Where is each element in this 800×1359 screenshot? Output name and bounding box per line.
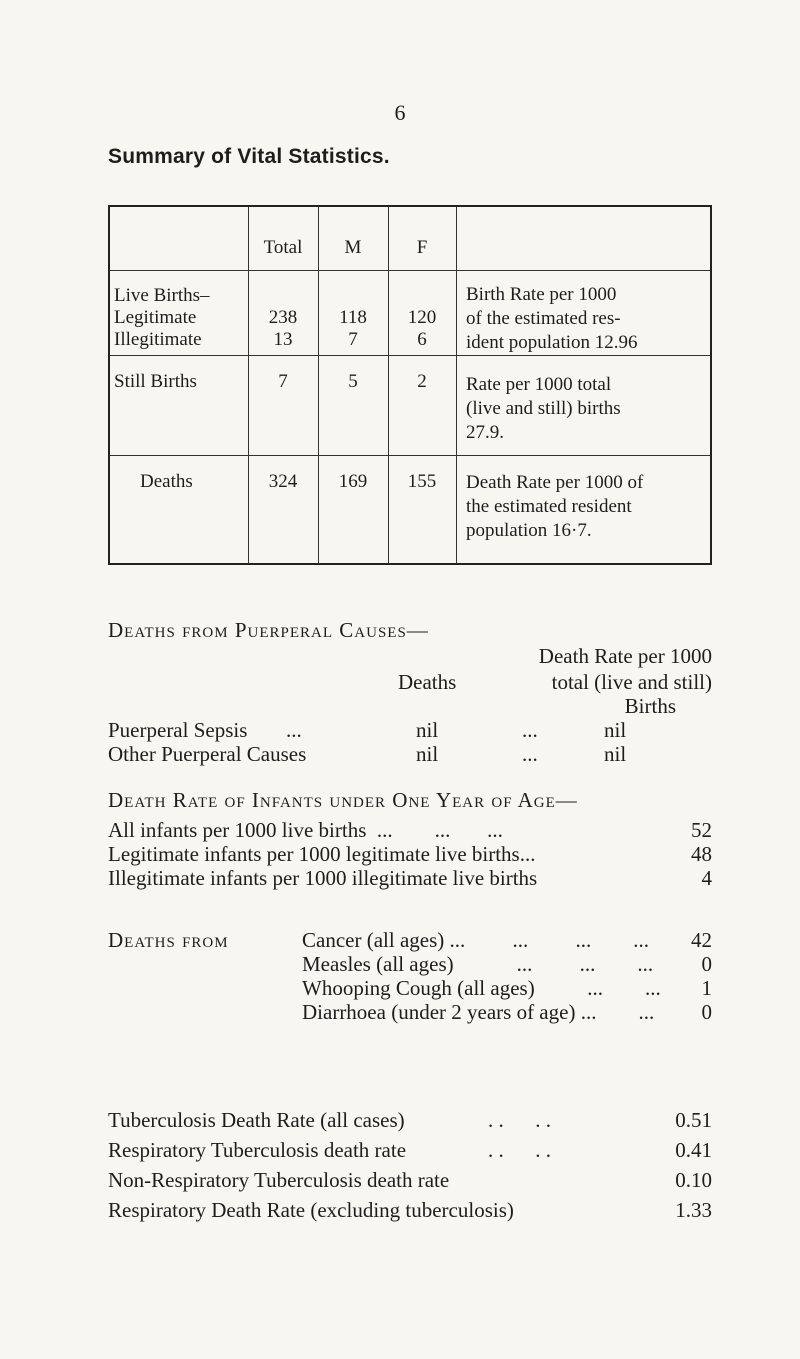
row-value: 52: [691, 818, 712, 842]
row-label: Still Births: [114, 371, 197, 392]
row-note: Death Rate per 1000 of: [466, 472, 644, 493]
cell-f: 155: [407, 471, 437, 492]
tuberculosis-section: [108, 1108, 718, 1238]
cell-m: 118: [339, 307, 367, 328]
page-number: 6: [394, 100, 406, 125]
cell-total: 238: [268, 307, 298, 328]
cell-m: 5: [348, 371, 358, 392]
cell-total: 13: [273, 329, 293, 350]
cell-f: 2: [417, 371, 427, 392]
row-note: ident population 12.96: [466, 332, 638, 353]
cell-f: 120: [407, 307, 437, 328]
page-title: Summary of Vital Statistics.: [108, 145, 390, 168]
leader-dots: ...: [286, 718, 302, 742]
header-f: F: [416, 237, 428, 258]
row-label: Illegitimate: [114, 329, 202, 350]
row-value: 0.51: [675, 1108, 712, 1132]
row-note: of the estimated res-: [466, 308, 621, 329]
row-value: 0: [701, 952, 712, 976]
row-value: 0.10: [675, 1168, 712, 1192]
cell-m: 7: [348, 329, 358, 350]
row-label: Illegitimate infants per 1000 illegitimate live births: [108, 866, 538, 890]
row-label: Other Puerperal Causes: [108, 742, 307, 766]
header-total: Total: [263, 237, 303, 258]
row-label: Puerperal Sepsis: [108, 718, 248, 742]
section-heading: Death Rate of Infants under One Year of Age—: [108, 788, 578, 812]
row-label: Non-Respiratory Tuberculosis death rate: [108, 1168, 450, 1192]
row-label: Deaths: [140, 471, 193, 492]
row-value: 1: [701, 976, 712, 1000]
rate-header: Death Rate per 1000: [538, 644, 712, 668]
row-label: Cancer (all ages) ... ... ... ...: [302, 928, 650, 952]
section-heading: Deaths from Puerperal Causes—: [108, 618, 429, 642]
row-value: 1.33: [675, 1198, 712, 1222]
row-note: the estimated resident: [466, 496, 632, 517]
deaths-value: nil: [416, 742, 439, 766]
row-note: population 16·7.: [466, 520, 592, 541]
row-label: Respiratory Death Rate (excluding tuberculosis): [108, 1198, 514, 1222]
row-label: Live Births–: [114, 285, 210, 306]
cell-m: 169: [338, 471, 368, 492]
row-label: Legitimate infants per 1000 legitimate live births...: [108, 842, 536, 866]
row-label: Whooping Cough (all ages) ... ...: [302, 976, 661, 1000]
rate-header: total (live and still): [551, 670, 712, 694]
rate-value: nil: [604, 742, 627, 766]
row-label: Legitimate: [114, 307, 197, 328]
row-note: Rate per 1000 total: [466, 374, 612, 395]
row-note: Birth Rate per 1000: [466, 284, 617, 305]
row-label: Tuberculosis Death Rate (all cases): [108, 1108, 405, 1132]
row-value: 0.41: [675, 1138, 712, 1162]
puerperal-section: [108, 618, 728, 768]
header-m: M: [344, 237, 362, 258]
leader-dots: ...: [522, 742, 538, 766]
rate-header: Births: [624, 694, 676, 718]
row-label: Respiratory Tuberculosis death rate: [108, 1138, 407, 1162]
row-value: 0: [701, 1000, 712, 1024]
row-note: (live and still) births: [466, 398, 621, 419]
row-label: Measles (all ages) ... ... ...: [302, 952, 654, 976]
deaths-value: nil: [416, 718, 439, 742]
leader-dots: . . . .: [488, 1108, 551, 1132]
rate-value: nil: [604, 718, 627, 742]
leader-dots: ...: [522, 718, 538, 742]
infant-section: [108, 788, 718, 898]
cell-total: 324: [268, 471, 298, 492]
row-label: All infants per 1000 live births ... ... ...: [108, 818, 503, 842]
deaths-from-section: [108, 928, 718, 1038]
vital-statistics-table: [108, 205, 712, 565]
section-heading: Deaths from: [108, 928, 229, 952]
row-note: 27.9.: [466, 422, 504, 443]
deaths-header: Deaths: [398, 670, 457, 694]
row-value: 48: [691, 842, 712, 866]
row-value: 42: [691, 928, 712, 952]
leader-dots: . . . .: [488, 1138, 551, 1162]
cell-total: 7: [278, 371, 288, 392]
row-label: Diarrhoea (under 2 years of age) ... ...: [302, 1000, 655, 1024]
cell-f: 6: [417, 329, 427, 350]
row-value: 4: [701, 866, 712, 890]
